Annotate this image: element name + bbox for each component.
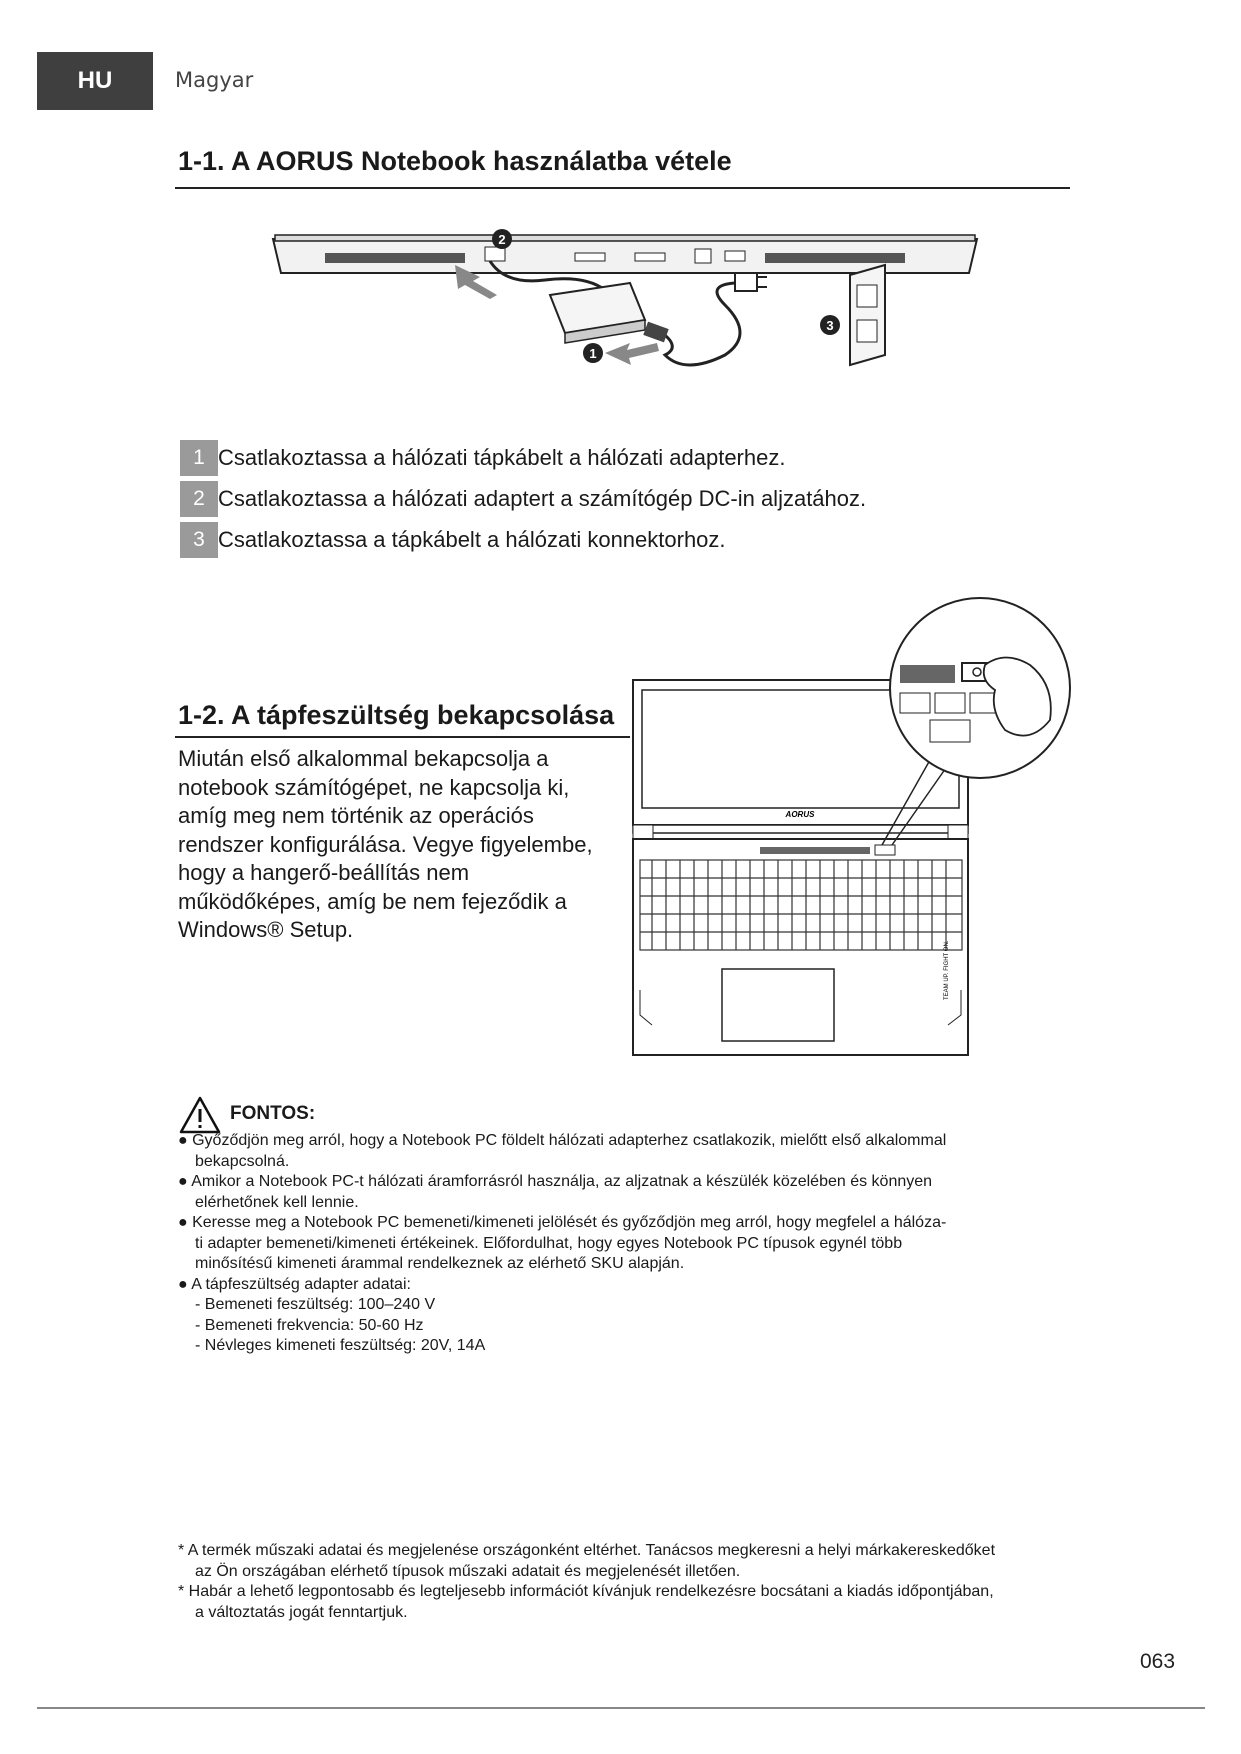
language-tab: HU	[37, 52, 153, 110]
wall-outlet	[850, 265, 885, 365]
laptop-power-button-illustration	[630, 595, 1090, 1070]
title-underline	[175, 736, 630, 738]
title-underline	[175, 187, 1070, 189]
section-1-title: 1-1. A AORUS Notebook használatba vétele	[178, 146, 732, 176]
bullet-line: minősítésű kimeneti árammal rendelkeznek az elérhető SKU alapján.	[195, 1255, 685, 1272]
spec-line: - Névleges kimeneti feszültség: 20V, 14A	[195, 1337, 486, 1354]
power-on-instructions: Miután első alkalommal bekapcsolja a notebook számítógépet, ne kapcsolja ki, amíg meg nem történik az operációs rendszer konfigurálása. Vegye figyelembe, hogy a hangerő-beállítás nem működőképes, amíg be nem fejeződik a Windows® Setup.	[178, 746, 593, 942]
footer-rule	[37, 1707, 1205, 1709]
aorus-logo: AORUS	[785, 810, 815, 819]
section-2-title: 1-2. A tápfeszültség bekapcsolása	[178, 700, 615, 730]
callout-2-marker	[492, 229, 512, 249]
bullet-line: ● Győződjön meg arról, hogy a Notebook PC földelt hálózati adapterhez csatlakozik, mielőtt első alkalommal	[178, 1132, 947, 1149]
step-text: Csatlakoztassa a hálózati adaptert a számítógép DC-in aljzatához.	[218, 486, 867, 511]
spec-line: - Bemeneti feszültség: 100–240 V	[195, 1296, 436, 1313]
touchpad	[722, 969, 834, 1041]
palmrest-slogan: TEAM UP. FIGHT ON.	[944, 940, 950, 1000]
callout-3-marker	[820, 315, 840, 335]
bullet-line: bekapcsolná.	[195, 1152, 290, 1170]
svg-text:3: 3	[826, 318, 834, 333]
bullet-line: elérhetőnek kell lennie.	[195, 1193, 359, 1211]
step-item	[180, 481, 866, 517]
step-number-badge: 1	[180, 440, 218, 476]
warning-icon	[178, 1095, 222, 1135]
svg-text:1: 1	[589, 346, 597, 361]
bullet-line: ● A tápfeszültség adapter adatai:	[178, 1275, 411, 1293]
power-connection-illustration	[265, 225, 985, 415]
page-number: 063	[1140, 1650, 1176, 1673]
bullet-line: ti adapter bemeneti/kimeneti értékeinek. Előfordulhat, hogy egyes Notebook PC típusok egynél több	[195, 1234, 903, 1252]
bullet-line: ● Keresse meg a Notebook PC bemeneti/kimeneti jelölését és győződjön meg arról, hogy megfelel a hálóza-	[178, 1214, 947, 1231]
step-item	[180, 522, 726, 558]
callout-1-marker	[583, 343, 603, 363]
important-bullet-list	[178, 1131, 946, 1357]
laptop-rear-view	[273, 235, 977, 273]
step-number-badge: 3	[180, 522, 218, 558]
svg-text:2: 2	[498, 232, 506, 247]
step-text: Csatlakoztassa a hálózati tápkábelt a hálózati adapterhez.	[218, 445, 786, 470]
footnote-line: * A termék műszaki adatai és megjelenése országonként eltérhet. Tanácsos megkeresni a helyi márkakereskedőket	[178, 1542, 996, 1559]
footnote-line: az Ön országában elérhető típusok műszaki adatait és megjelenését illetően.	[195, 1562, 741, 1580]
language-name: Magyar	[175, 68, 254, 92]
footnote-line: * Habár a lehető legpontosabb és legteljesebb információt kívánjuk rendelkezésre bocsátani a kiadás időpontjában,	[178, 1583, 994, 1600]
bullet-line: ● Amikor a Notebook PC-t hálózati áramforrásról használja, az aljzatnak a készülék közelében és könnyen	[178, 1173, 933, 1190]
step-number-badge: 2	[180, 481, 218, 517]
step-text: Csatlakoztassa a tápkábelt a hálózati konnektorhoz.	[218, 527, 726, 552]
important-label: FONTOS:	[230, 1103, 316, 1124]
footnotes	[178, 1541, 1088, 1623]
spec-line: - Bemeneti frekvencia: 50-60 Hz	[195, 1316, 424, 1334]
step-item	[180, 440, 785, 476]
power-adapter	[550, 283, 645, 343]
footnote-line: a változtatás jogát fenntartjuk.	[195, 1603, 408, 1621]
arrow-icon	[605, 343, 659, 365]
